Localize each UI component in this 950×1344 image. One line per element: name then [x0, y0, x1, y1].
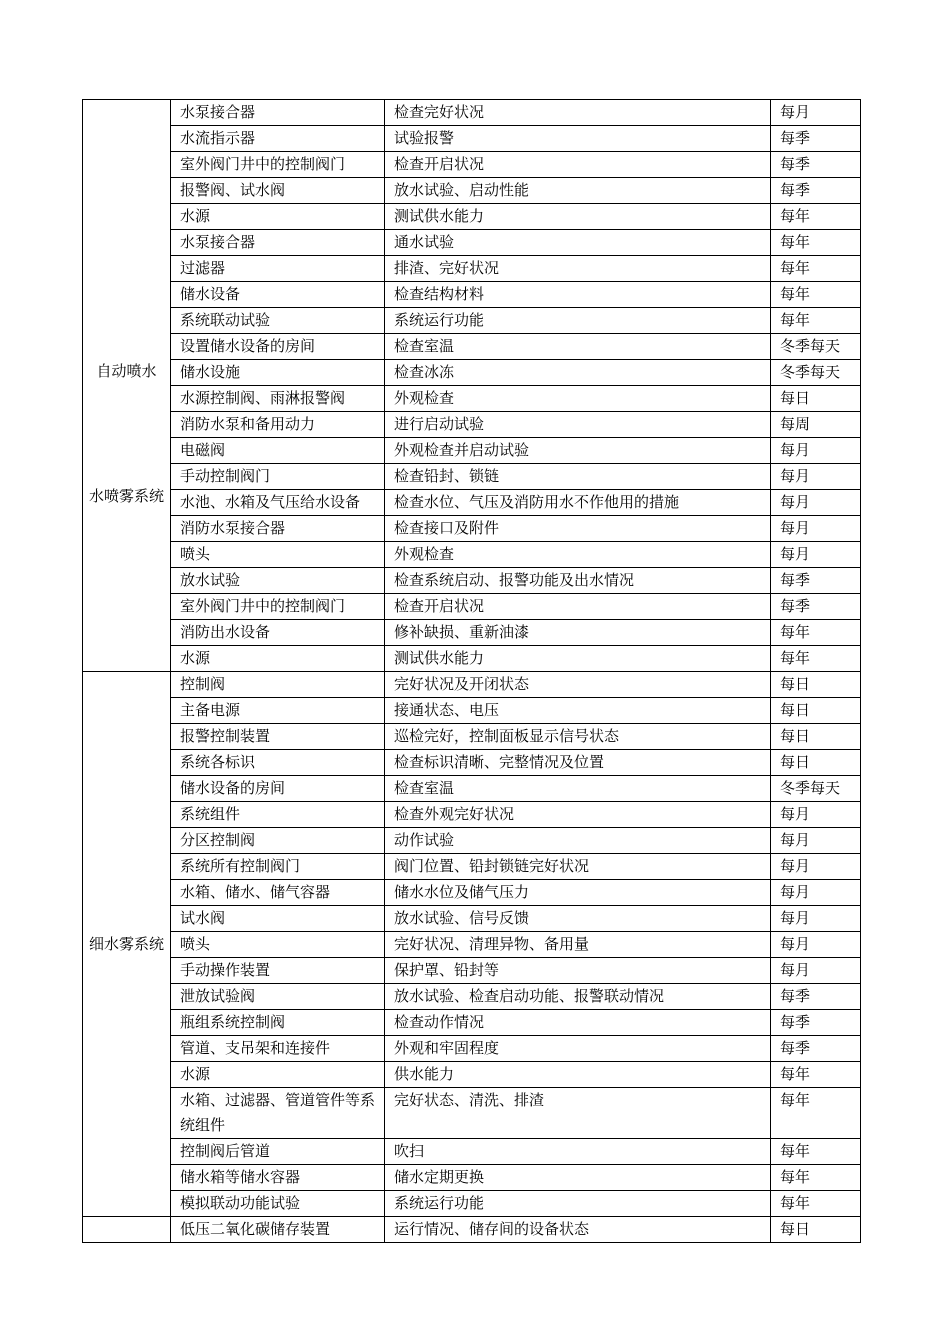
table-row [83, 594, 861, 620]
table-row [83, 880, 861, 906]
check-cycle-cell: 每年 [771, 1062, 861, 1088]
check-content-cell: 完好状况、清理异物、备用量 [385, 932, 771, 958]
check-item-cell: 过滤器 [171, 256, 385, 282]
table-row [83, 750, 861, 776]
check-content-cell: 接通状态、电压 [385, 698, 771, 724]
check-item-cell: 喷头 [171, 542, 385, 568]
check-cycle-cell: 每年 [771, 282, 861, 308]
check-item-cell: 水泵接合器 [171, 230, 385, 256]
check-content-cell: 检查接口及附件 [385, 516, 771, 542]
check-item-cell: 瓶组系统控制阀 [171, 1010, 385, 1036]
system-name-line: 细水雾系统 [88, 934, 164, 953]
check-cycle-cell: 每月 [771, 906, 861, 932]
table-row [83, 516, 861, 542]
check-content-cell: 系统运行功能 [385, 1191, 771, 1217]
check-content-cell: 排渣、完好状况 [385, 256, 771, 282]
check-content-cell: 外观检查 [385, 542, 771, 568]
table-row [83, 568, 861, 594]
system-name-cell [83, 672, 171, 1217]
table-row [83, 438, 861, 464]
check-content-cell: 外观和牢固程度 [385, 1036, 771, 1062]
check-cycle-cell: 每季 [771, 1010, 861, 1036]
check-item-cell: 系统所有控制阀门 [171, 854, 385, 880]
table-row [83, 230, 861, 256]
system-name-cell [83, 1217, 171, 1243]
check-cycle-cell: 每年 [771, 620, 861, 646]
system-name-line: 水喷雾系统 [88, 486, 164, 505]
check-item-cell: 水泵接合器 [171, 100, 385, 126]
table-row [83, 1088, 861, 1139]
check-content-cell: 放水试验、检查启动功能、报警联动情况 [385, 984, 771, 1010]
check-cycle-cell: 每日 [771, 672, 861, 698]
table-row [83, 1165, 861, 1191]
table-row [83, 412, 861, 438]
table-row [83, 1139, 861, 1165]
table-row [83, 802, 861, 828]
check-item-cell: 放水试验 [171, 568, 385, 594]
check-content-cell: 检查水位、气压及消防用水不作他用的措施 [385, 490, 771, 516]
check-item-cell: 水源控制阀、雨淋报警阀 [171, 386, 385, 412]
check-item-cell: 泄放试验阀 [171, 984, 385, 1010]
check-content-cell: 完好状况及开闭状态 [385, 672, 771, 698]
check-item-cell: 控制阀后管道 [171, 1139, 385, 1165]
check-content-cell: 修补缺损、重新油漆 [385, 620, 771, 646]
check-cycle-cell: 每月 [771, 932, 861, 958]
check-item-cell: 储水设备的房间 [171, 776, 385, 802]
check-content-cell: 储水定期更换 [385, 1165, 771, 1191]
system-name-line: 自动喷水 [96, 361, 157, 380]
inspection-table [82, 99, 861, 1243]
table-row [83, 490, 861, 516]
check-content-cell: 供水能力 [385, 1062, 771, 1088]
check-content-cell: 测试供水能力 [385, 204, 771, 230]
check-item-cell: 消防水泵接合器 [171, 516, 385, 542]
check-content-cell: 动作试验 [385, 828, 771, 854]
check-item-cell: 系统联动试验 [171, 308, 385, 334]
check-cycle-cell: 每日 [771, 698, 861, 724]
check-content-cell: 吹扫 [385, 1139, 771, 1165]
check-content-cell: 进行启动试验 [385, 412, 771, 438]
check-item-cell: 储水设施 [171, 360, 385, 386]
check-cycle-cell: 每季 [771, 984, 861, 1010]
system-name-cell [83, 360, 171, 672]
check-item-cell: 手动控制阀门 [171, 464, 385, 490]
check-cycle-cell: 每日 [771, 750, 861, 776]
table-row [83, 776, 861, 802]
check-content-cell: 完好状态、清洗、排渣 [385, 1088, 771, 1139]
table-row [83, 152, 861, 178]
check-item-cell: 模拟联动功能试验 [171, 1191, 385, 1217]
check-cycle-cell: 每月 [771, 438, 861, 464]
check-item-cell: 消防出水设备 [171, 620, 385, 646]
check-item-cell: 分区控制阀 [171, 828, 385, 854]
check-content-cell: 外观检查并启动试验 [385, 438, 771, 464]
check-item-cell: 水源 [171, 1062, 385, 1088]
check-item-cell: 储水箱等储水容器 [171, 1165, 385, 1191]
check-cycle-cell: 每月 [771, 802, 861, 828]
check-content-cell: 检查开启状况 [385, 152, 771, 178]
table-row [83, 984, 861, 1010]
check-cycle-cell: 每季 [771, 568, 861, 594]
table-row [83, 360, 861, 386]
table-row [83, 100, 861, 126]
check-cycle-cell: 每年 [771, 646, 861, 672]
check-cycle-cell: 每季 [771, 152, 861, 178]
check-content-cell: 巡检完好，控制面板显示信号状态 [385, 724, 771, 750]
check-cycle-cell: 冬季每天 [771, 334, 861, 360]
check-content-cell: 检查完好状况 [385, 100, 771, 126]
check-item-cell: 室外阀门井中的控制阀门 [171, 594, 385, 620]
check-content-cell: 放水试验、信号反馈 [385, 906, 771, 932]
check-content-cell: 通水试验 [385, 230, 771, 256]
check-content-cell: 保护罩、铅封等 [385, 958, 771, 984]
check-cycle-cell: 冬季每天 [771, 360, 861, 386]
table-row [83, 334, 861, 360]
check-item-cell: 消防水泵和备用动力 [171, 412, 385, 438]
check-cycle-cell: 每月 [771, 542, 861, 568]
check-item-cell: 室外阀门井中的控制阀门 [171, 152, 385, 178]
check-item-cell: 水箱、过滤器、管道管件等系统组件 [171, 1088, 385, 1139]
check-item-cell: 系统各标识 [171, 750, 385, 776]
check-cycle-cell: 每月 [771, 464, 861, 490]
table-row [83, 386, 861, 412]
table-row [83, 542, 861, 568]
check-cycle-cell: 每季 [771, 1036, 861, 1062]
table-row [83, 464, 861, 490]
check-cycle-cell: 每日 [771, 386, 861, 412]
check-item-cell: 电磁阀 [171, 438, 385, 464]
check-item-cell: 喷头 [171, 932, 385, 958]
check-cycle-cell: 每季 [771, 178, 861, 204]
table-row [83, 178, 861, 204]
table-row [83, 1010, 861, 1036]
check-content-cell: 检查室温 [385, 776, 771, 802]
check-cycle-cell: 每月 [771, 100, 861, 126]
table-row [83, 204, 861, 230]
check-cycle-cell: 每年 [771, 1191, 861, 1217]
check-item-cell: 水流指示器 [171, 126, 385, 152]
check-item-cell: 手动操作装置 [171, 958, 385, 984]
system-name-cell [83, 100, 171, 360]
check-cycle-cell: 每周 [771, 412, 861, 438]
check-content-cell: 阀门位置、铅封锁链完好状况 [385, 854, 771, 880]
check-item-cell: 水源 [171, 646, 385, 672]
check-item-cell: 报警控制装置 [171, 724, 385, 750]
check-cycle-cell: 每月 [771, 958, 861, 984]
check-cycle-cell: 每月 [771, 490, 861, 516]
check-content-cell: 检查标识清晰、完整情况及位置 [385, 750, 771, 776]
check-cycle-cell: 每年 [771, 1139, 861, 1165]
table-row [83, 646, 861, 672]
check-cycle-cell: 每年 [771, 1088, 861, 1139]
check-content-cell: 检查铅封、锁链 [385, 464, 771, 490]
table-row [83, 828, 861, 854]
check-cycle-cell: 每年 [771, 256, 861, 282]
table-row [83, 906, 861, 932]
check-item-cell: 水箱、储水、储气容器 [171, 880, 385, 906]
check-content-cell: 检查结构材料 [385, 282, 771, 308]
inspection-table-body [83, 100, 861, 1243]
check-cycle-cell: 每月 [771, 880, 861, 906]
check-item-cell: 主备电源 [171, 698, 385, 724]
table-row [83, 620, 861, 646]
check-content-cell: 试验报警 [385, 126, 771, 152]
check-cycle-cell: 每季 [771, 126, 861, 152]
check-cycle-cell: 每月 [771, 854, 861, 880]
check-cycle-cell: 每季 [771, 594, 861, 620]
check-content-cell: 检查室温 [385, 334, 771, 360]
check-cycle-cell: 每日 [771, 1217, 861, 1243]
check-content-cell: 放水试验、启动性能 [385, 178, 771, 204]
check-content-cell: 储水水位及储气压力 [385, 880, 771, 906]
check-content-cell: 检查系统启动、报警功能及出水情况 [385, 568, 771, 594]
table-row [83, 1062, 861, 1088]
check-cycle-cell: 每日 [771, 724, 861, 750]
check-cycle-cell: 冬季每天 [771, 776, 861, 802]
check-cycle-cell: 每年 [771, 1165, 861, 1191]
check-item-cell: 管道、支吊架和连接件 [171, 1036, 385, 1062]
check-item-cell: 设置储水设备的房间 [171, 334, 385, 360]
check-content-cell: 测试供水能力 [385, 646, 771, 672]
check-cycle-cell: 每年 [771, 204, 861, 230]
check-cycle-cell: 每年 [771, 308, 861, 334]
table-row [83, 724, 861, 750]
table-row [83, 854, 861, 880]
check-content-cell: 检查外观完好状况 [385, 802, 771, 828]
check-cycle-cell: 每月 [771, 516, 861, 542]
check-item-cell: 报警阀、试水阀 [171, 178, 385, 204]
check-item-cell: 系统组件 [171, 802, 385, 828]
table-row [83, 932, 861, 958]
table-row [83, 1191, 861, 1217]
table-row [83, 958, 861, 984]
table-row [83, 308, 861, 334]
table-row [83, 672, 861, 698]
check-content-cell: 系统运行功能 [385, 308, 771, 334]
check-item-cell: 低压二氧化碳储存装置 [171, 1217, 385, 1243]
table-row [83, 698, 861, 724]
table-row [83, 256, 861, 282]
table-row [83, 1036, 861, 1062]
check-cycle-cell: 每年 [771, 230, 861, 256]
check-content-cell: 检查开启状况 [385, 594, 771, 620]
check-content-cell: 检查动作情况 [385, 1010, 771, 1036]
check-content-cell: 检查冰冻 [385, 360, 771, 386]
check-item-cell: 水源 [171, 204, 385, 230]
check-item-cell: 水池、水箱及气压给水设备 [171, 490, 385, 516]
check-content-cell: 运行情况、储存间的设备状态 [385, 1217, 771, 1243]
table-row [83, 282, 861, 308]
check-content-cell: 外观检查 [385, 386, 771, 412]
table-row [83, 1217, 861, 1243]
check-item-cell: 控制阀 [171, 672, 385, 698]
check-item-cell: 储水设备 [171, 282, 385, 308]
check-item-cell: 试水阀 [171, 906, 385, 932]
table-row [83, 126, 861, 152]
check-cycle-cell: 每月 [771, 828, 861, 854]
